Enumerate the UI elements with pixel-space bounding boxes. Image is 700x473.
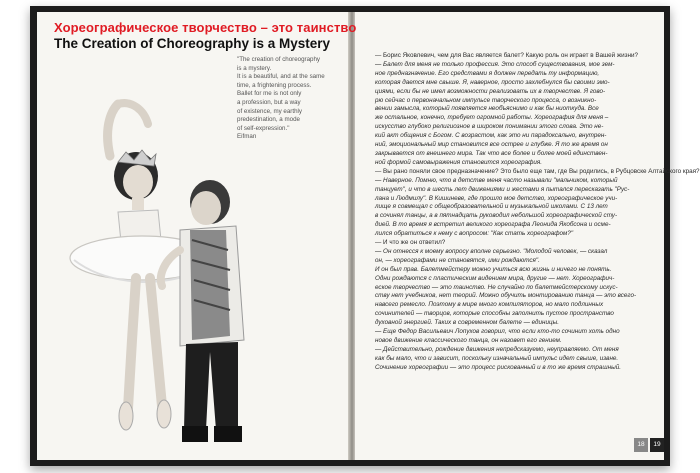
quote-line: of existence, my earthly — [237, 107, 302, 115]
quote-line: It is a beautiful, and at the same — [237, 73, 325, 81]
page-number-left: 18 — [634, 438, 648, 452]
text-line: в сочинял танцы, а в пятнадцать руководил небольшой хореографической сту- — [375, 212, 618, 220]
boy-figure — [161, 180, 244, 442]
text-line: навсего ремесло. Поэтому в мире много компиляторов, но мало подлинных — [375, 301, 604, 309]
text-line: лился обратиться к нему с вопросом: "Как стать хореографом?" — [375, 230, 574, 238]
text-line: как бы мало, что и зависит, поскольку изначальный импульс идет свыше, извне. — [375, 354, 619, 362]
text-line: которая дается мне свыше. Я, наверное, просто захлебнулся бы своими эмо- — [375, 78, 610, 86]
text-line: ний, эмоциональный мир становится все острее и глубже. Я то же время он — [375, 141, 608, 149]
interview-text — [375, 52, 700, 373]
text-line: новое движение классического танца, он назовет его гением. — [375, 337, 562, 344]
text-line: ное предназначение. Его средствами я должен передать ту информацию, — [375, 69, 600, 77]
text-line: рю сейчас о первоначальном импульсе творческого процесса, о возникно- — [375, 96, 597, 104]
text-line: — Борис Яковлевич, чем для Вас является балет? Какую роль он играет в Вашей жизни? — [375, 52, 639, 59]
text-line: — Балет для меня не только профессия. Это способ существования, мое зем- — [375, 60, 615, 68]
page-number-right: 19 — [650, 438, 664, 452]
quote-line: is a mystery. — [237, 64, 272, 72]
text-line: циями, если бы не имел возможности реализовать их в творчестве. Я гово- — [375, 87, 606, 95]
text-line: Одни рождаются с пластическим видением мира, другие — нет. Хореографич- — [375, 274, 615, 282]
text-line: лище я совмещал с общеобразовательной и музыкальной школами. С 13 лет — [375, 203, 608, 211]
text-line: он, — хореографами не становятся, ими рождаются". — [375, 256, 540, 264]
quote-line: time, a frightening process. — [237, 81, 312, 89]
text-line: вении замысла, который появляется необъяснимо и как бы ниоткуда. Все — [375, 105, 599, 113]
text-line: — Вы рано поняли свое предназначение? Это было еще там, где Вы родились, в Рубцовске Алтайского края? — [375, 167, 700, 175]
text-line: — Наверное. Помню, что в детстве меня часто называли "мальчиком, который — [375, 176, 618, 184]
quote-line: a profession, but a way — [237, 98, 301, 106]
text-line: — Действительно, рождение движения непредсказуемо, неуправляемо. От меня — [375, 345, 619, 353]
text-line: дией. В то время я встретил великого хореографа Леонида Якобсона и осме- — [375, 221, 611, 229]
quote-line: Ballet for me is not only — [237, 90, 302, 98]
text-line: — И что же он ответил? — [375, 239, 446, 247]
text-line: духовной энергией. Таких в современном балете — единицы. — [375, 319, 559, 327]
text-line: — Еще Федор Васильевич Лопухов говорил, что если кто-то сочинит хоть одно — [375, 328, 620, 336]
quote-line: predestination, a mode — [237, 116, 300, 124]
text-line: И он был прав. Балетмейстеру можно учиться всю жизнь и ничего не понять. — [375, 265, 612, 273]
text-line: еское творчество — это таинство. Не случайно по балетмейстерскому искус- — [375, 283, 618, 291]
title-russian: Хореографическое творчество – это таинство — [54, 20, 357, 35]
text-line: танцует", и что в шесть лет движениями и жестами я пытался пересказать "Рус- — [375, 185, 630, 193]
text-line: сочинителей — творцов, которые способны заполнить пустое пространство — [375, 310, 614, 318]
text-line: ству нет учебников, нет теорий. Можно обучить монтированию танца — это всего- — [375, 292, 637, 300]
text-line: искусство глубоко религиозное в широком понимании этого слова. Это не- — [375, 123, 604, 131]
text-line: ной формой самовыражения становится хореография. — [375, 158, 542, 166]
text-line: же остальное, конечно, требует огромной работы. Хореография для меня – — [375, 114, 609, 122]
dancers-photo — [40, 90, 280, 450]
text-line: — Он отнесся к моему вопросу вполне серьезно. "Молодой человек, — сказал — [375, 247, 608, 255]
quote-line: of self-expression." — [237, 124, 290, 132]
text-line: Сочинение хореографии — это процесс рискованный и в то же время страшный. — [375, 363, 621, 371]
quote-line: "The creation of choreography — [237, 56, 321, 63]
text-line: кий акт общения с Богом. С возрастом, как это ни парадоксально, внутрен- — [375, 132, 607, 140]
quote-author: Eifman — [237, 133, 257, 141]
title-english: The Creation of Choreography is a Mystery — [54, 36, 331, 51]
text-line: закрывается от внешнего мира. Так что все более и более моей единствен- — [375, 149, 608, 157]
text-line: лана и Людмилу". В Кишиневе, где прошло мое детство, хореографическое учи- — [375, 194, 618, 202]
